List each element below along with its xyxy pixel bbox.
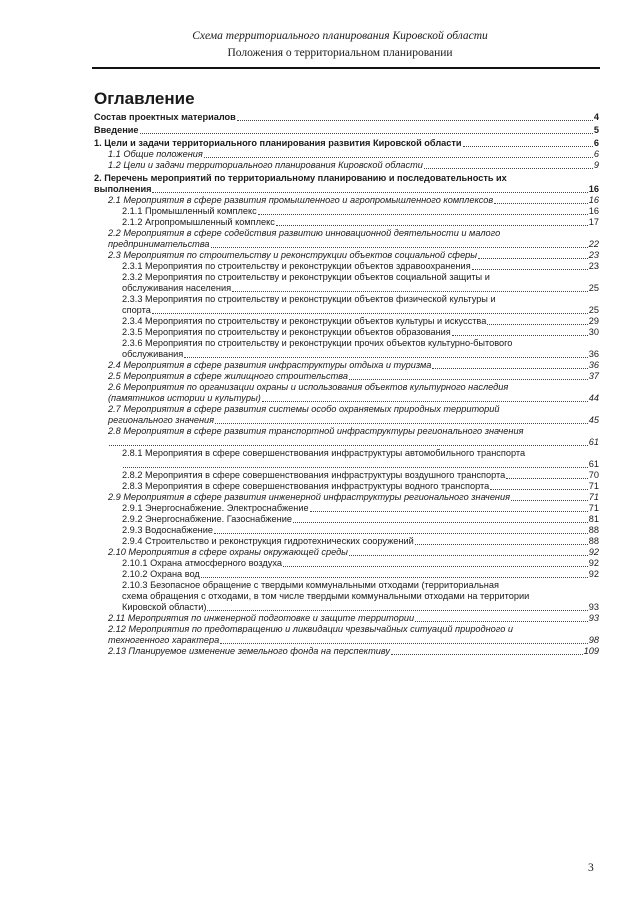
toc-page-number: 5 [593, 125, 599, 135]
toc-page-number: 23 [588, 261, 599, 271]
toc-leader-dots [211, 247, 588, 248]
toc-entry-title: 2.3.3 Мероприятия по строительству и реконструкции объектов физической культуры и [122, 294, 496, 304]
toc-entry[interactable] [94, 206, 599, 217]
toc-entry[interactable] [94, 404, 599, 426]
toc-leader-dots [152, 313, 588, 314]
toc-row [122, 283, 599, 294]
toc-leader-dots [391, 654, 583, 655]
toc-leader-dots [152, 192, 587, 193]
toc-entry-title: 2.9.2 Энергоснабжение. Газоснабжение [122, 514, 292, 524]
toc-entry[interactable] [94, 125, 599, 136]
toc-leader-dots [432, 368, 587, 369]
toc-entry-title-continued: спорта [122, 305, 151, 315]
toc-entry-title: 2.8.2 Мероприятия в сфере совершенствования инфраструктуры воздушного транспорта [122, 470, 506, 480]
toc-entry[interactable] [94, 360, 599, 371]
toc-entry-title: 2.1.2 Агропромышленный комплекс [122, 217, 275, 227]
toc-page-number: 9 [593, 160, 599, 170]
toc-row [122, 569, 599, 580]
toc-row [122, 525, 599, 536]
toc-page-number: 61 [588, 437, 599, 447]
toc-row [122, 305, 599, 316]
toc-page-number: 109 [583, 646, 599, 656]
toc-entry-title: 2.5 Мероприятия в сфере жилищного строительства [108, 371, 349, 381]
toc-entry[interactable] [94, 261, 599, 272]
toc-entry-title: 2.8 Мероприятия в сфере развития транспортной инфраструктуры регионального значения [108, 426, 524, 436]
toc-entry-title: 2.9 Мероприятия в сфере развития инженерной инфраструктуры регионального значения [108, 492, 511, 502]
toc-leader-dots [463, 146, 593, 147]
toc-leader-dots [140, 133, 593, 134]
toc-entry-title: 2.9.3 Водоснабжение [122, 525, 213, 535]
toc-entry-title: 2.10.3 Безопасное обращение с твердыми коммунальными отходами (территориальная [122, 580, 499, 590]
toc-page-number: 45 [588, 415, 599, 425]
toc-entry[interactable] [94, 448, 599, 470]
toc-page-number: 16 [588, 195, 599, 205]
toc-page-number: 6 [593, 149, 599, 159]
toc-entry[interactable] [94, 149, 599, 160]
toc-row [94, 184, 599, 195]
toc-entry-title-continued: выполнения [94, 184, 152, 194]
toc-entry-title: Введение [94, 125, 139, 135]
toc-row [122, 481, 599, 492]
toc-row [108, 160, 599, 171]
running-header-title: Схема территориального планирования Кировской области [192, 30, 488, 42]
toc-entry[interactable] [94, 547, 599, 558]
toc-entry-title: 2.10.1 Охрана атмосферного воздуха [122, 558, 282, 568]
toc-row [108, 195, 599, 206]
toc-entry[interactable] [94, 316, 599, 327]
toc-entry-title-continued: схема обращения с отходами, в том числе твердыми коммунальными отходами на территории [122, 591, 530, 601]
toc-leader-dots [494, 203, 588, 204]
toc-entry[interactable] [94, 195, 599, 206]
toc-entry[interactable] [94, 624, 599, 646]
toc-page-number: 36 [588, 349, 599, 359]
toc-row [122, 206, 599, 217]
toc-page-number: 25 [588, 305, 599, 315]
toc-entry-title: 2.4 Мероприятия в сфере развития инфраструктуры отдыха и туризма [108, 360, 432, 370]
toc-row [108, 415, 599, 426]
toc-row [108, 437, 599, 448]
toc-entry-title: 1. Цели и задачи территориального планирования развития Кировской области [94, 138, 462, 148]
toc-leader-dots [506, 478, 588, 479]
toc-entry[interactable] [94, 228, 599, 250]
toc-entry-title: 2.8.3 Мероприятия в сфере совершенствования инфраструктуры водного транспорта [122, 481, 490, 491]
toc-page-number: 22 [588, 239, 599, 249]
toc-row [122, 459, 599, 470]
toc-entry-title: Состав проектных материалов [94, 112, 236, 122]
toc-page-number: 61 [588, 459, 599, 469]
toc-entry-title-continued: обслуживания [122, 349, 184, 359]
toc-row [122, 217, 599, 228]
toc-row [108, 635, 599, 646]
toc-leader-dots [237, 120, 593, 121]
toc-entry[interactable] [94, 160, 599, 171]
toc-page-number: 92 [588, 558, 599, 568]
toc-page-number: 16 [588, 206, 599, 216]
toc-entry-title: 2.3 Мероприятия по строительству и реконструкции объектов социальной сферы [108, 250, 478, 260]
toc-leader-dots [478, 258, 588, 259]
toc-row [122, 514, 599, 525]
toc-entry[interactable] [94, 272, 599, 294]
toc-entry-title-continued: предпринимательства [108, 239, 210, 249]
toc-entry-title: 2.3.1 Мероприятия по строительству и реконструкции объектов здравоохранения [122, 261, 471, 271]
toc-page-number: 29 [588, 316, 599, 326]
table-of-contents [94, 112, 599, 657]
toc-leader-dots [276, 225, 588, 226]
toc-entry-title: 2.12 Мероприятия по предотвращению и ликвидации чрезвычайных ситуаций природного и [108, 624, 513, 634]
toc-entry-title: 2.3.5 Мероприятия по строительству и реконструкции объектов образования [122, 327, 451, 337]
toc-leader-dots [415, 621, 588, 622]
toc-leader-dots [204, 157, 593, 158]
toc-leader-dots [220, 643, 588, 644]
toc-entry[interactable] [94, 558, 599, 569]
toc-row [108, 239, 599, 250]
toc-leader-dots [123, 467, 588, 468]
toc-leader-dots [310, 511, 588, 512]
toc-page-number: 70 [588, 470, 599, 480]
toc-page-number: 30 [588, 327, 599, 337]
toc-entry-title: 1.1 Общие положения [108, 149, 203, 159]
toc-entry-title: 2.3.4 Мероприятия по строительству и реконструкции объектов культуры и искусства [122, 316, 487, 326]
header-rule [92, 67, 600, 69]
toc-leader-dots [232, 291, 588, 292]
toc-entry-title: 2.13 Планируемое изменение земельного фонда на перспективу [108, 646, 390, 656]
toc-leader-dots [487, 324, 587, 325]
toc-leader-dots [293, 522, 588, 523]
toc-leader-dots [109, 445, 588, 446]
toc-row [122, 349, 599, 360]
toc-entry[interactable] [94, 371, 599, 382]
toc-entry-title: 2.1.1 Промышленный комплекс [122, 206, 257, 216]
toc-row [122, 261, 599, 272]
toc-entry[interactable] [94, 327, 599, 338]
toc-row [108, 646, 599, 657]
toc-page-number: 88 [588, 536, 599, 546]
toc-row [94, 138, 599, 149]
toc-entry[interactable] [94, 112, 599, 123]
toc-page-number: 71 [588, 492, 599, 502]
toc-page-number: 44 [588, 393, 599, 403]
toc-entry-title: 2.11 Мероприятия по инженерной подготовке и защите территории [108, 613, 415, 623]
toc-row [122, 558, 599, 569]
toc-entry-title: 2.10 Мероприятия в сфере охраны окружающей среды [108, 547, 348, 557]
toc-entry-title: 2. Перечень мероприятий по территориальному планированию и последовательность их [94, 173, 507, 183]
toc-entry-title: 2.8.1 Мероприятия в сфере совершенствования инфраструктуры автомобильного транспорта [122, 448, 526, 458]
toc-page-number: 88 [588, 525, 599, 535]
toc-leader-dots [424, 168, 593, 169]
toc-leader-dots [201, 577, 588, 578]
toc-row [108, 547, 599, 558]
toc-page-number: 23 [588, 250, 599, 260]
toc-leader-dots [415, 544, 588, 545]
toc-page-number: 93 [588, 602, 599, 612]
toc-entry[interactable] [94, 217, 599, 228]
toc-row [122, 470, 599, 481]
toc-page-number: 17 [588, 217, 599, 227]
toc-row [108, 371, 599, 382]
toc-entry-title: 1.2 Цели и задачи территориального планирования Кировской области [108, 160, 423, 170]
toc-row [122, 602, 599, 613]
toc-leader-dots [262, 401, 588, 402]
running-header-subtitle: Положения о территориальном планировании [227, 47, 453, 59]
toc-entry-title: 2.3.2 Мероприятия по строительству и реконструкции объектов социальной защиты и [122, 272, 490, 282]
toc-leader-dots [349, 555, 588, 556]
toc-page-number: 71 [588, 503, 599, 513]
toc-entry-title-continued: регионального значения [108, 415, 215, 425]
toc-entry-title-continued: техногенного характера [108, 635, 220, 645]
toc-row [108, 149, 599, 160]
toc-row [108, 492, 599, 503]
toc-entry[interactable] [94, 580, 599, 613]
toc-row [108, 613, 599, 624]
toc-entry[interactable] [94, 138, 599, 149]
page-number: 3 [588, 862, 594, 874]
toc-entry-title: 2.2 Мероприятия в сфере содействия развитию инновационной деятельности и малого [108, 228, 501, 238]
toc-leader-dots [511, 500, 588, 501]
toc-entry[interactable] [94, 613, 599, 624]
toc-row [122, 327, 599, 338]
toc-entry-title: 2.9.4 Строительство и реконструкция гидротехнических сооружений [122, 536, 414, 546]
toc-entry-title: 2.9.1 Энергоснабжение. Электроснабжение [122, 503, 309, 513]
toc-page-number: 16 [588, 184, 599, 194]
toc-row [108, 250, 599, 261]
toc-entry-title-continued: Кировской области) [122, 602, 207, 612]
toc-entry[interactable] [94, 294, 599, 316]
toc-page-number: 4 [593, 112, 599, 122]
toc-page-number: 93 [588, 613, 599, 623]
toc-page-number: 6 [593, 138, 599, 148]
toc-leader-dots [207, 610, 587, 611]
toc-entry[interactable] [94, 338, 599, 360]
toc-title: Оглавление [94, 89, 195, 108]
toc-entry-title: 2.3.6 Мероприятия по строительству и реконструкции прочих объектов культурно-бытового [122, 338, 513, 348]
toc-entry[interactable] [94, 514, 599, 525]
toc-page-number: 81 [588, 514, 599, 524]
toc-row [108, 360, 599, 371]
toc-leader-dots [283, 566, 588, 567]
toc-row [94, 125, 599, 136]
toc-leader-dots [258, 214, 588, 215]
toc-row [122, 503, 599, 514]
toc-entry[interactable] [94, 492, 599, 503]
toc-leader-dots [472, 269, 588, 270]
toc-entry[interactable] [94, 250, 599, 261]
toc-entry-title: 2.6 Мероприятия по организации охраны и использования объектов культурного наследия [108, 382, 509, 392]
toc-leader-dots [214, 533, 588, 534]
toc-entry[interactable] [94, 536, 599, 547]
toc-entry-title-continued: (памятников истории и культуры) [108, 393, 261, 403]
toc-row [122, 316, 599, 327]
toc-page-number: 36 [588, 360, 599, 370]
toc-entry[interactable] [94, 481, 599, 492]
toc-entry[interactable] [94, 525, 599, 536]
toc-leader-dots [215, 423, 588, 424]
toc-page-number: 71 [588, 481, 599, 491]
toc-page-number: 37 [588, 371, 599, 381]
toc-page-number: 92 [588, 547, 599, 557]
toc-page-number: 25 [588, 283, 599, 293]
toc-leader-dots [184, 357, 587, 358]
toc-entry[interactable] [94, 646, 599, 657]
toc-leader-dots [452, 335, 588, 336]
toc-entry-title: 2.1 Мероприятия в сфере развития промышленного и агропромышленного комплексов [108, 195, 494, 205]
toc-row [94, 112, 599, 123]
toc-row [122, 536, 599, 547]
toc-entry[interactable] [94, 569, 599, 580]
toc-page-number: 92 [588, 569, 599, 579]
toc-entry[interactable] [94, 382, 599, 404]
toc-entry-title: 2.7 Мероприятия в сфере развития системы особо охраняемых природных территорий [108, 404, 500, 414]
toc-row [108, 393, 599, 404]
toc-entry[interactable] [94, 426, 599, 448]
toc-leader-dots [349, 379, 588, 380]
toc-entry[interactable] [94, 503, 599, 514]
toc-entry-title: 2.10.2 Охрана вод [122, 569, 200, 579]
toc-entry-title-continued: обслуживания населения [122, 283, 232, 293]
toc-entry[interactable] [94, 470, 599, 481]
toc-entry[interactable] [94, 173, 599, 195]
toc-leader-dots [490, 489, 588, 490]
toc-page-number: 98 [588, 635, 599, 645]
